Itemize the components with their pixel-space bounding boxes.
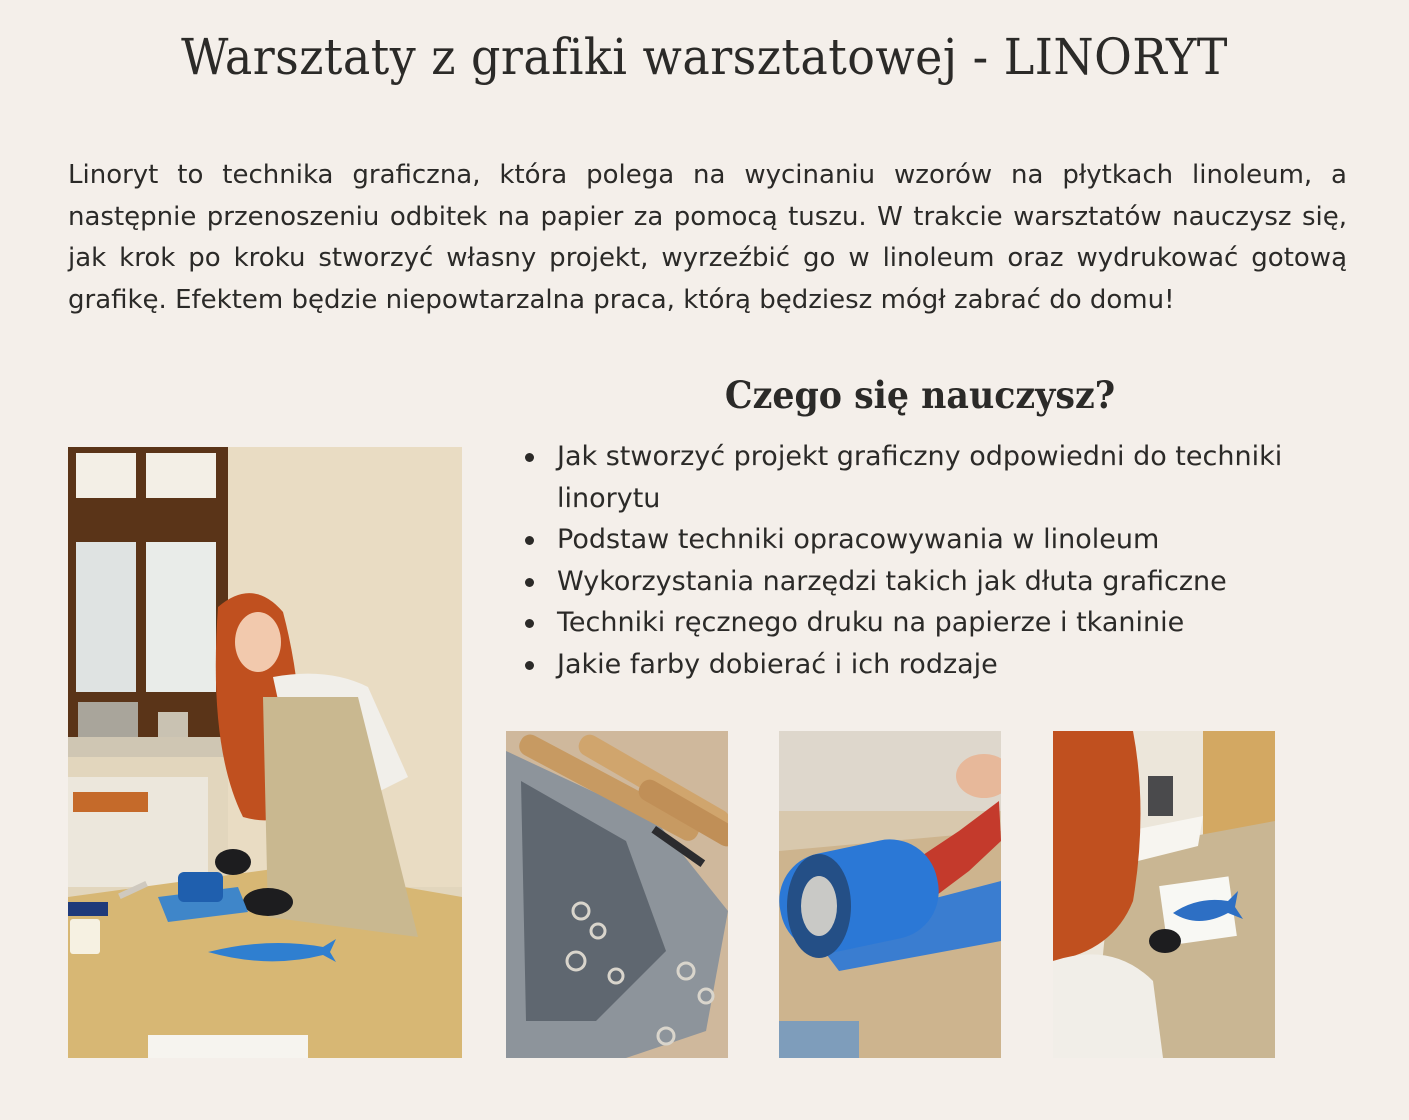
list-item [517,561,1357,603]
bullet-icon [525,536,534,545]
bullet-icon [525,578,534,587]
bullet-icon [525,453,534,462]
list-item-text: Jakie farby dobierać i ich rodzaje [557,648,998,680]
list-item-text: Techniki ręcznego druku na papierze i tkaninie [557,607,1185,638]
intro-paragraph: Linoryt to technika graficzna, która polega na wycinaniu wzorów na płytkach linoleum, a następnie przenoszeniu odbitek na papier za pomocą tuszu. W trakcie warsztatów nauczysz się, jak krok po kroku stworzyć własny projekt, wyrzeźbić go w linoleum oraz wydrukować gotową grafikę. Efektem będzie niepowtarzalna praca, którą będziesz mógł zabrać do domu! [68,160,1347,315]
bullet-icon [525,619,534,628]
workshop-photo-main [68,447,462,1058]
learn-heading: Czego się nauczysz? [724,373,1116,417]
list-item-text: Wykorzystania narzędzi takich jak dłuta graficzne [557,565,1227,597]
list-item [517,602,1357,644]
learn-list [517,436,1357,685]
workshop-photo-carving [506,731,728,1058]
workshop-photo-roller [779,731,1001,1058]
list-item-text: Jak stworzyć projekt graficzny odpowiedni do techniki linorytu [557,441,1283,514]
bullet-icon [525,661,534,670]
workshop-photo-printing [1053,731,1275,1058]
list-item-text: Podstaw techniki opracowywania w linoleum [557,524,1160,555]
list-item [517,644,1357,686]
page-title: Warsztaty z grafiki warsztatowej - LINORYT [181,28,1228,86]
list-item [517,519,1357,561]
list-item [517,436,1357,519]
